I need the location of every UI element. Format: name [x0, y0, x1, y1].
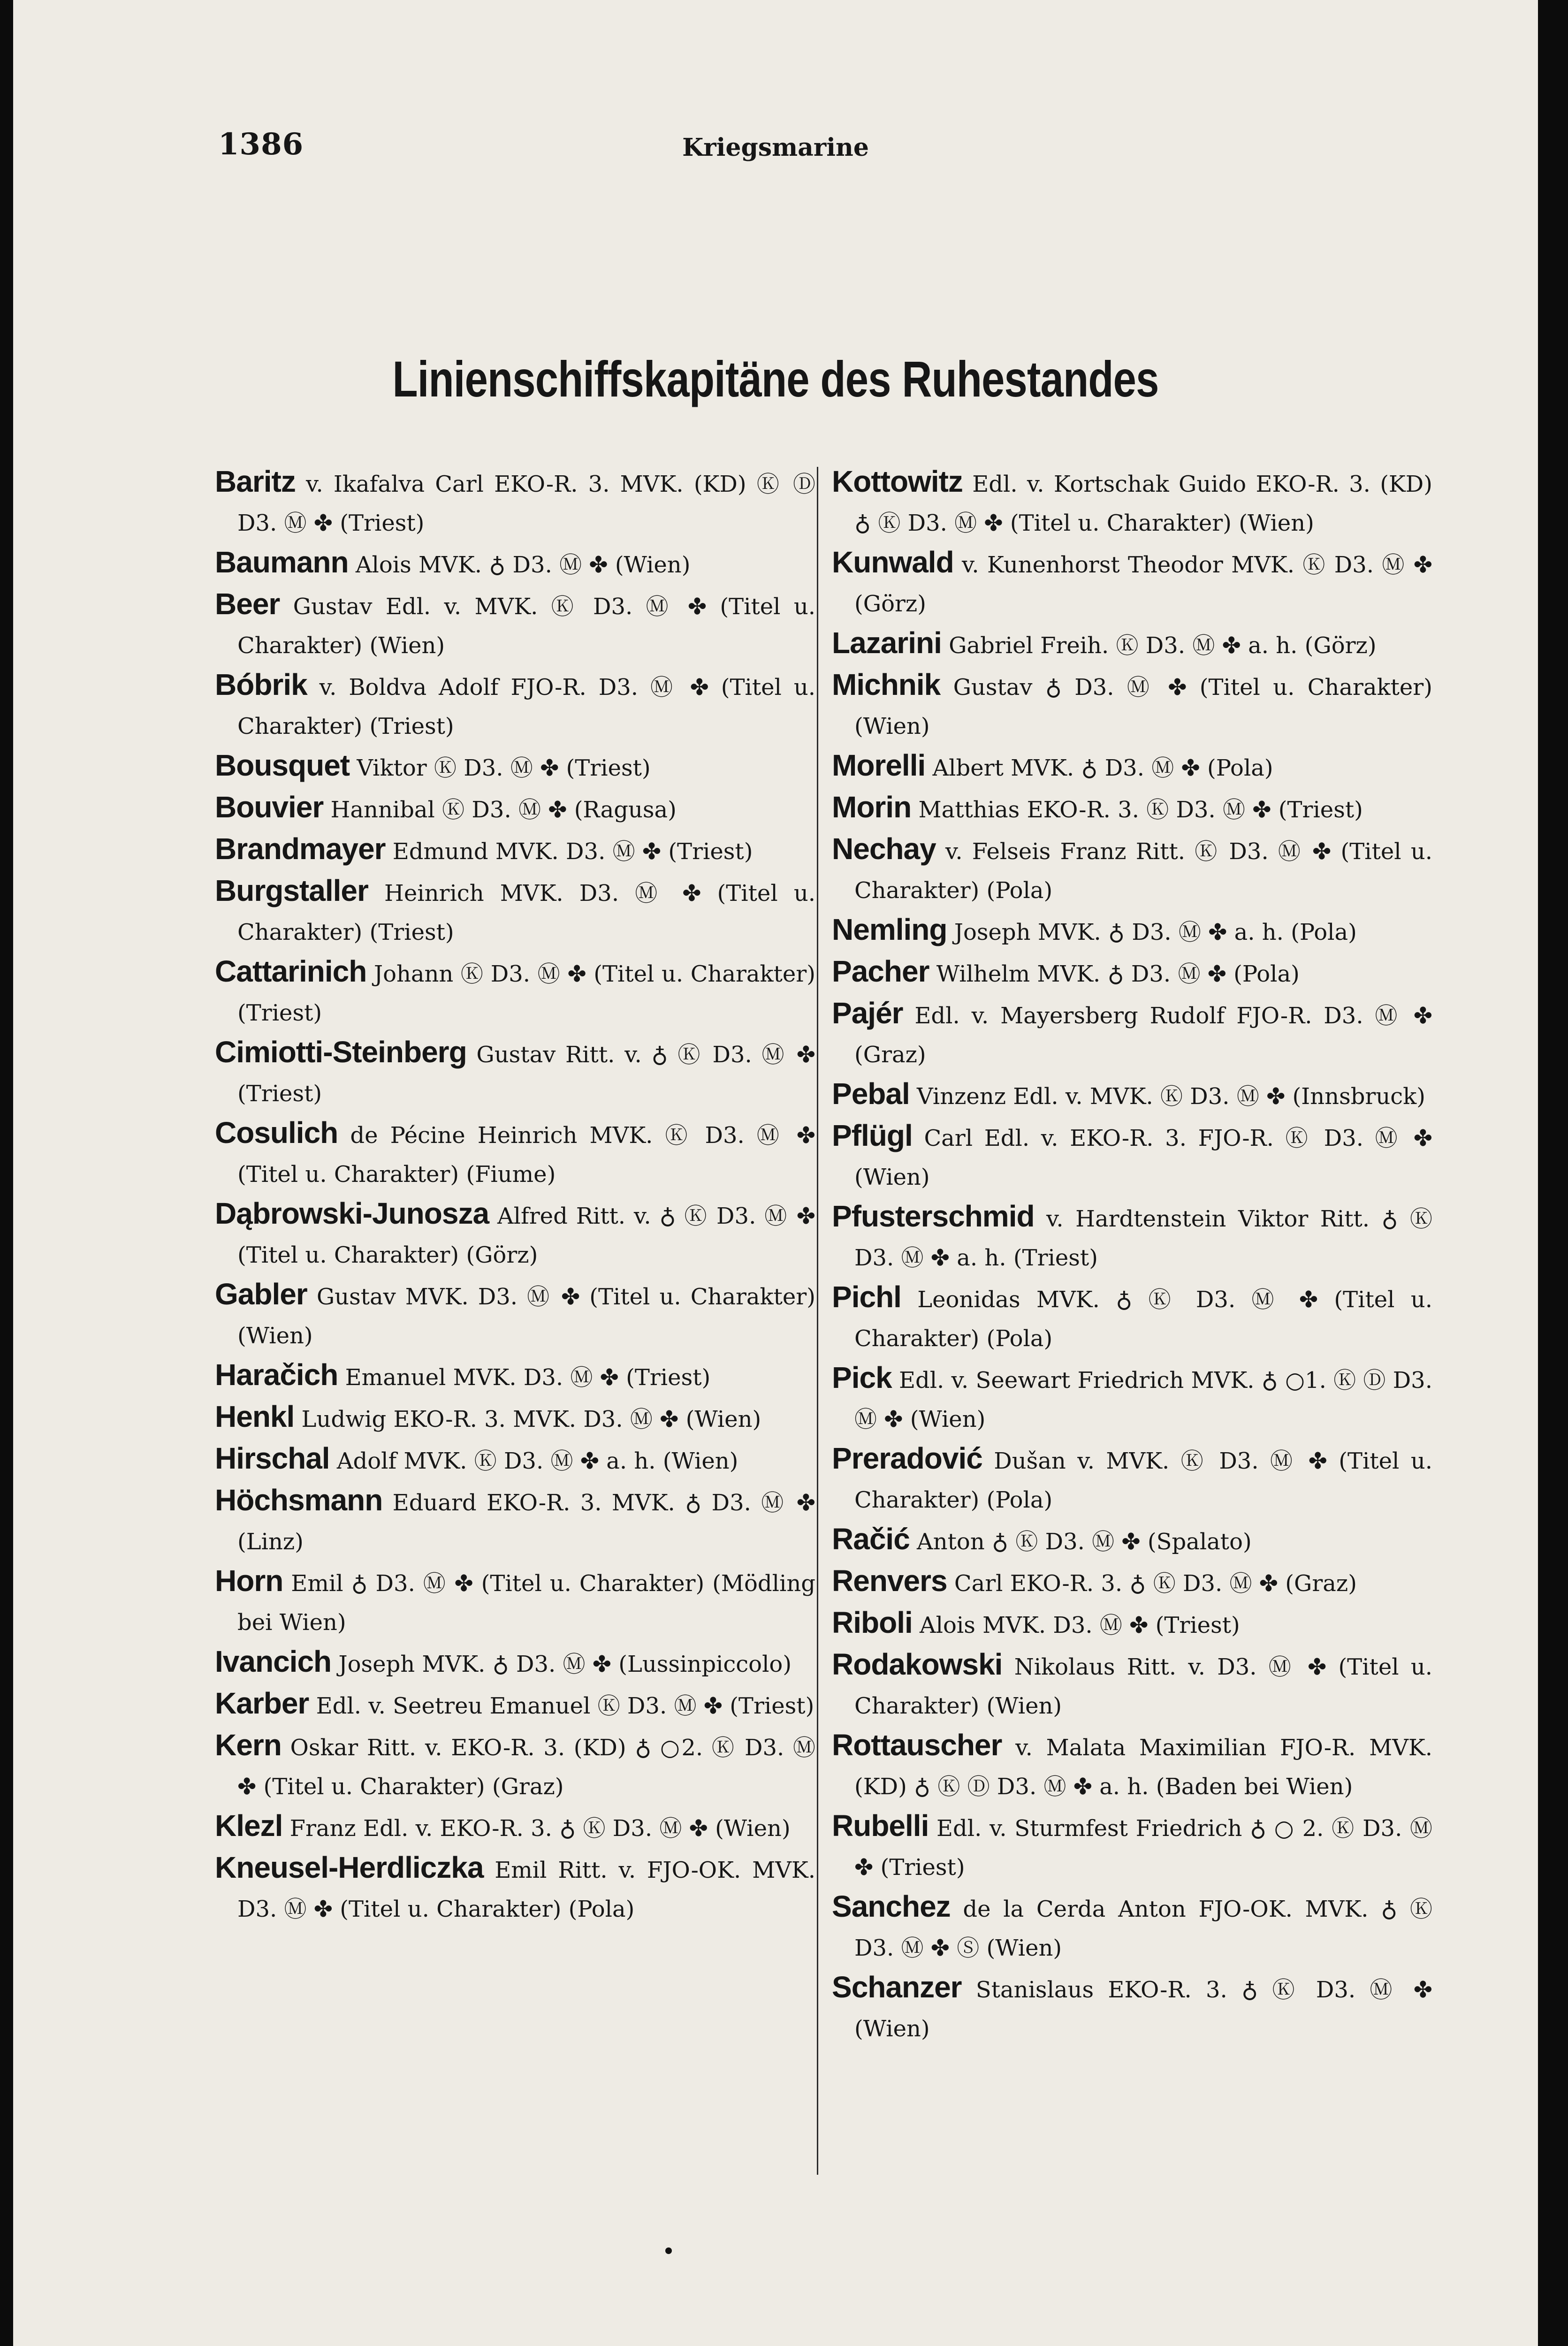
officer-name: Baumann — [215, 545, 349, 579]
officer-entry — [215, 1848, 815, 1929]
page-number: 1386 — [218, 127, 304, 162]
officer-details: Nikolaus Ritt. v. D3. Ⓜ ✤ (Titel u. Charakter) (Wien) — [854, 1654, 1432, 1719]
officer-details: Alois MVK. ♁ D3. Ⓜ ✤ (Wien) — [355, 552, 691, 578]
officer-entry — [832, 543, 1432, 624]
officer-entry — [832, 1520, 1432, 1561]
officer-details: Emanuel MVK. D3. Ⓜ ✤ (Triest) — [345, 1364, 711, 1391]
officer-details: Vinzenz Edl. v. MVK. Ⓚ D3. Ⓜ ✤ (Innsbruck) — [917, 1083, 1425, 1110]
officer-name: Kern — [215, 1728, 282, 1762]
officer-entry — [215, 1113, 815, 1194]
officer-name: Nemling — [832, 913, 947, 946]
officer-entry — [832, 1806, 1432, 1887]
officer-name: Kunwald — [832, 545, 954, 579]
officer-details: v. Ikafalva Carl EKO-R. 3. MVK. (KD) Ⓚ Ⓓ D3. Ⓜ ✤ (Triest) — [237, 471, 815, 536]
officer-details: Leonidas MVK. ♁ Ⓚ D3. Ⓜ ✤ (Titel u. Charakter) (Pola) — [854, 1287, 1432, 1352]
officer-details: Emil Ritt. v. FJO-OK. MVK. D3. Ⓜ ✤ (Titel u. Charakter) (Pola) — [237, 1857, 815, 1922]
running-title: Kriegsmarine — [682, 133, 869, 162]
officer-entry — [215, 1806, 815, 1848]
officer-name: Pebal — [832, 1077, 910, 1111]
officer-name: Bouvier — [215, 790, 324, 824]
officer-entry — [215, 1684, 815, 1726]
officer-details: Stanislaus EKO-R. 3. ♁ Ⓚ D3. Ⓜ ✤ (Wien) — [854, 1977, 1432, 2042]
officer-entry — [215, 746, 815, 788]
officer-entry — [832, 1968, 1432, 2049]
officer-entry — [832, 1645, 1432, 1726]
officer-details: de Pécine Heinrich MVK. Ⓚ D3. Ⓜ ✤ (Titel u. Charakter) (Fiume) — [237, 1122, 815, 1188]
officer-name: Riboli — [832, 1606, 913, 1639]
officer-name: Cosulich — [215, 1116, 338, 1150]
officer-entry — [832, 1439, 1432, 1520]
officer-details: Gustav MVK. D3. Ⓜ ✤ (Titel u. Charakter) (Wien) — [237, 1284, 815, 1349]
officer-details: Joseph MVK. ♁ D3. Ⓜ ✤ (Lussinpiccolo) — [338, 1651, 792, 1677]
officer-name: Beer — [215, 587, 280, 621]
officer-details: v. Felseis Franz Ritt. Ⓚ D3. Ⓜ ✤ (Titel u. Charakter) (Pola) — [854, 838, 1432, 904]
officer-details: Eduard EKO-R. 3. MVK. ♁ D3. Ⓜ ✤ (Linz) — [237, 1490, 815, 1555]
officer-entry — [832, 830, 1432, 910]
officer-name: Morelli — [832, 748, 926, 782]
officer-entry — [215, 1194, 815, 1275]
officer-details: Carl Edl. v. EKO-R. 3. FJO-R. Ⓚ D3. Ⓜ ✤ (Wien) — [854, 1125, 1432, 1190]
officer-entry — [215, 952, 815, 1033]
officer-entry — [215, 585, 815, 665]
officer-name: Henkl — [215, 1400, 295, 1433]
officer-name: Cimiotti-Steinberg — [215, 1035, 467, 1069]
officer-details: Oskar Ritt. v. EKO-R. 3. (KD) ♁ ○2. Ⓚ D3. Ⓜ ✤ (Titel u. Charakter) (Graz) — [237, 1735, 815, 1800]
officer-details: Gabriel Freih. Ⓚ D3. Ⓜ ✤ a. h. (Görz) — [949, 632, 1377, 659]
officer-entry — [215, 830, 815, 871]
officer-details: Joseph MVK. ♁ D3. Ⓜ ✤ a. h. (Pola) — [954, 919, 1357, 945]
officer-entry — [215, 1642, 815, 1684]
officer-name: Burgstaller — [215, 874, 368, 907]
officer-name: Pacher — [832, 954, 929, 988]
officer-details: Hannibal Ⓚ D3. Ⓜ ✤ (Ragusa) — [330, 797, 677, 823]
officer-name: Gabler — [215, 1277, 307, 1311]
officer-details: v. Hardtenstein Viktor Ritt. ♁ Ⓚ D3. Ⓜ ✤ a. h. (Triest) — [854, 1206, 1432, 1271]
officer-entry — [215, 1726, 815, 1806]
left-column — [215, 462, 815, 1929]
officer-name: Lazarini — [832, 626, 942, 660]
officer-name: Karber — [215, 1686, 309, 1720]
officer-details: Gustav Edl. v. MVK. Ⓚ D3. Ⓜ ✤ (Titel u. Charakter) (Wien) — [237, 594, 815, 659]
officer-name: Rodakowski — [832, 1647, 1003, 1681]
officer-details: Viktor Ⓚ D3. Ⓜ ✤ (Triest) — [357, 755, 651, 781]
officer-name: Michnik — [832, 668, 941, 701]
officer-details: Edmund MVK. D3. Ⓜ ✤ (Triest) — [392, 838, 753, 865]
officer-details: Edl. v. Kortschak Guido EKO-R. 3. (KD) ♁ Ⓚ D3. Ⓜ ✤ (Titel u. Charakter) (Wien) — [854, 471, 1432, 536]
officer-entry — [215, 1356, 815, 1397]
officer-entry — [215, 1397, 815, 1439]
officer-entry — [215, 1481, 815, 1561]
section-title: Linienschiffskapitäne des Ruhestandes — [392, 350, 1159, 407]
officer-details: v. Kunenhorst Theodor MVK. Ⓚ D3. Ⓜ ✤ (Görz) — [854, 552, 1432, 617]
officer-name: Bousquet — [215, 748, 350, 782]
officer-name: Dąbrowski-Junosza — [215, 1196, 489, 1230]
officer-details: Edl. v. Sturmfest Friedrich ♁ ○ 2. Ⓚ D3. Ⓜ ✤ (Triest) — [854, 1815, 1432, 1881]
officer-name: Račić — [832, 1522, 910, 1556]
officer-name: Haračich — [215, 1358, 338, 1392]
officer-entry — [832, 665, 1432, 746]
officer-details: Edl. v. Mayersberg Rudolf FJO-R. D3. Ⓜ ✤ (Graz) — [854, 1003, 1432, 1068]
officer-details: Franz Edl. v. EKO-R. 3. ♁ Ⓚ D3. Ⓜ ✤ (Wien) — [289, 1815, 791, 1842]
officer-details: Edl. v. Seewart Friedrich MVK. ♁ ○1. Ⓚ Ⓓ D3. Ⓜ ✤ (Wien) — [854, 1367, 1432, 1432]
right-column — [832, 462, 1432, 2049]
page-header — [13, 127, 1538, 169]
officer-entry — [832, 624, 1432, 665]
officer-name: Nechay — [832, 832, 936, 866]
officer-name: Bóbrik — [215, 668, 307, 701]
officer-details: Edl. v. Seetreu Emanuel Ⓚ D3. Ⓜ ✤ (Triest) — [316, 1693, 814, 1719]
officer-entry — [215, 1561, 815, 1642]
officer-name: Horn — [215, 1564, 283, 1598]
officer-name: Ivancich — [215, 1645, 332, 1678]
officer-name: Pfusterschmid — [832, 1199, 1035, 1233]
officer-details: Ludwig EKO-R. 3. MVK. D3. Ⓜ ✤ (Wien) — [301, 1406, 761, 1432]
officer-name: Rottauscher — [832, 1728, 1002, 1762]
officer-entry — [832, 1197, 1432, 1278]
officer-name: Renvers — [832, 1564, 947, 1598]
column-divider — [817, 467, 818, 2175]
officer-details: Anton ♁ Ⓚ D3. Ⓜ ✤ (Spalato) — [917, 1529, 1252, 1555]
officer-details: Matthias EKO-R. 3. Ⓚ D3. Ⓜ ✤ (Triest) — [918, 797, 1363, 823]
officer-entry — [215, 871, 815, 952]
officer-name: Schanzer — [832, 1970, 962, 2004]
officer-entry — [832, 1358, 1432, 1439]
officer-name: Kottowitz — [832, 465, 963, 498]
officer-details: Gustav Ritt. v. ♁ Ⓚ D3. Ⓜ ✤ (Triest) — [237, 1042, 815, 1107]
officer-details: Gustav ♁ D3. Ⓜ ✤ (Titel u. Charakter) (Wien) — [854, 674, 1432, 739]
document-page — [13, 0, 1538, 2346]
officer-entry — [215, 543, 815, 585]
officer-details: v. Malata Maximilian FJO-R. MVK. (KD) ♁ Ⓚ Ⓓ D3. Ⓜ ✤ a. h. (Baden bei Wien) — [854, 1735, 1433, 1800]
officer-name: Pflügl — [832, 1119, 913, 1152]
officer-name: Cattarinich — [215, 954, 367, 988]
officer-entry — [215, 1275, 815, 1356]
officer-entry — [832, 1278, 1432, 1358]
officer-entry — [215, 788, 815, 830]
officer-details: Emil ♁ D3. Ⓜ ✤ (Titel u. Charakter) (Mödling bei Wien) — [237, 1570, 815, 1636]
officer-entry — [215, 1439, 815, 1481]
officer-details: Alois MVK. D3. Ⓜ ✤ (Triest) — [920, 1612, 1240, 1638]
officer-details: Heinrich MVK. D3. Ⓜ ✤ (Titel u. Charakter) (Triest) — [237, 880, 815, 945]
officer-entry — [215, 462, 815, 543]
officer-name: Morin — [832, 790, 912, 824]
officer-name: Klezl — [215, 1809, 283, 1843]
officer-name: Kneusel-Herdliczka — [215, 1851, 484, 1884]
officer-entry — [832, 1887, 1432, 1968]
officer-name: Hirschal — [215, 1441, 330, 1475]
officer-entry — [832, 462, 1432, 543]
officer-entry — [832, 1074, 1432, 1116]
officer-name: Pick — [832, 1361, 892, 1394]
officer-details: Dušan v. MVK. Ⓚ D3. Ⓜ ✤ (Titel u. Charakter) (Pola) — [854, 1448, 1432, 1513]
officer-details: Albert MVK. ♁ D3. Ⓜ ✤ (Pola) — [932, 755, 1273, 781]
officer-entry — [832, 1726, 1432, 1806]
officer-details: v. Boldva Adolf FJO-R. D3. Ⓜ ✤ (Titel u. Charakter) (Triest) — [237, 674, 815, 739]
officer-name: Preradović — [832, 1441, 982, 1475]
officer-details: de la Cerda Anton FJO-OK. MVK. ♁ Ⓚ D3. Ⓜ ✤ Ⓢ (Wien) — [854, 1896, 1432, 1961]
officer-entry — [832, 746, 1432, 788]
officer-entry — [832, 1603, 1432, 1645]
officer-name: Rubelli — [832, 1809, 929, 1843]
officer-entry — [215, 1033, 815, 1113]
officer-details: Wilhelm MVK. ♁ D3. Ⓜ ✤ (Pola) — [936, 961, 1300, 987]
officer-entry — [832, 788, 1432, 830]
footer-dot — [665, 2247, 672, 2254]
officer-name: Pichl — [832, 1280, 901, 1314]
officer-name: Höchsmann — [215, 1483, 383, 1517]
officer-entry — [832, 910, 1432, 952]
officer-details: Carl EKO-R. 3. ♁ Ⓚ D3. Ⓜ ✤ (Graz) — [954, 1570, 1357, 1597]
officer-details: Alfred Ritt. v. ♁ Ⓚ D3. Ⓜ ✤ (Titel u. Charakter) (Görz) — [237, 1203, 815, 1268]
officer-details: Johann Ⓚ D3. Ⓜ ✤ (Titel u. Charakter) (Triest) — [237, 961, 815, 1026]
officer-name: Pajér — [832, 996, 903, 1030]
officer-entry — [832, 1116, 1432, 1197]
officer-entry — [832, 952, 1432, 994]
officer-entry — [215, 665, 815, 746]
officer-name: Baritz — [215, 465, 296, 498]
officer-details: Adolf MVK. Ⓚ D3. Ⓜ ✤ a. h. (Wien) — [336, 1448, 738, 1474]
officer-entry — [832, 994, 1432, 1074]
officer-entry — [832, 1561, 1432, 1603]
officer-name: Brandmayer — [215, 832, 386, 866]
officer-name: Sanchez — [832, 1889, 951, 1923]
